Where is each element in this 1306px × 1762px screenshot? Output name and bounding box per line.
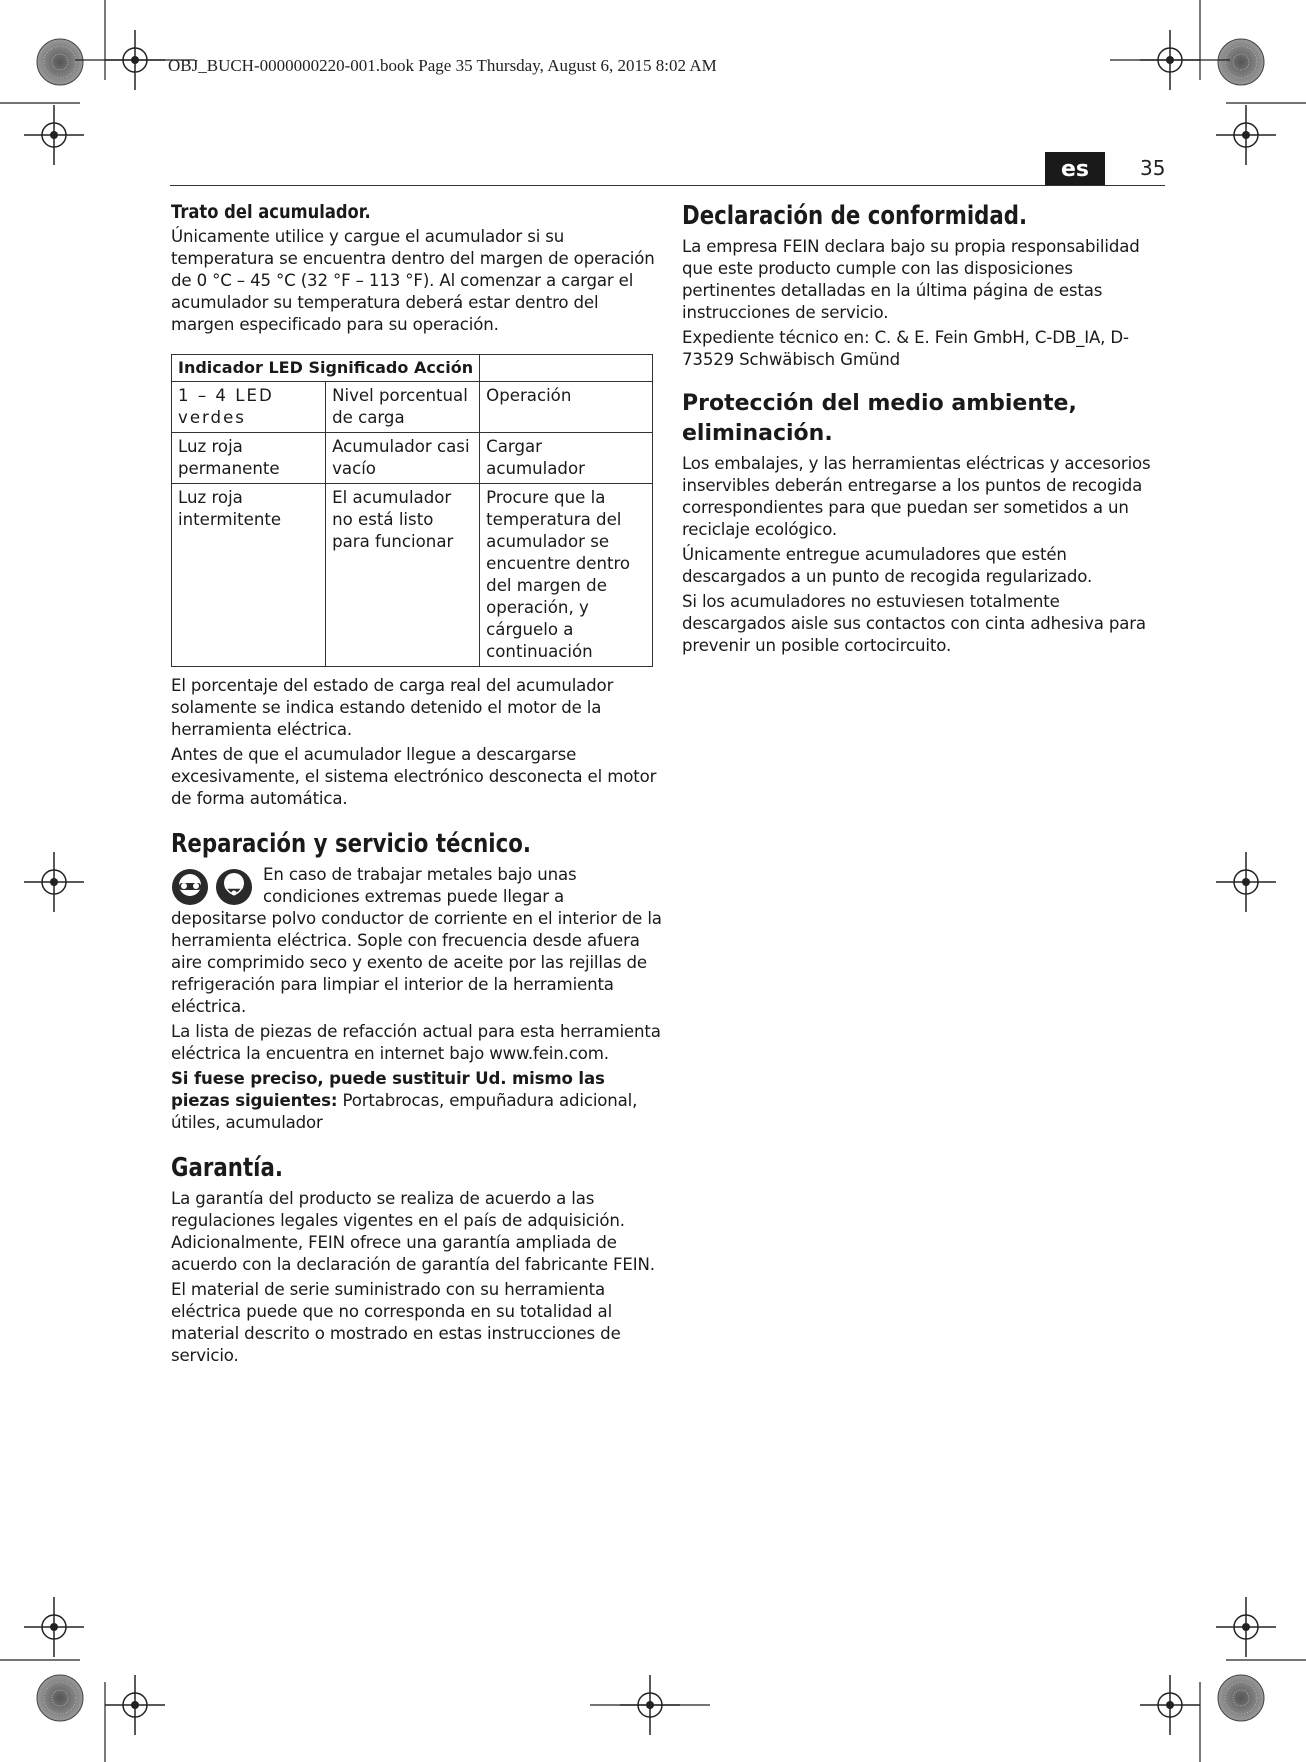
warranty-heading: Garantía.	[171, 1153, 283, 1183]
environment-paragraph-3: Si los acumuladores no estuviesen totalmente descargados aisle sus contactos con cinta adhesiva para prevenir un posible cortocircuito.	[682, 592, 1146, 655]
page-number: 35	[1140, 156, 1166, 180]
right-column	[682, 200, 1167, 660]
table-cell: Acumulador casi vacío	[326, 433, 480, 484]
service-replaceable-parts: Portabrocas, empuñadura adicional, útiles, acumulador	[171, 1091, 638, 1132]
registration-mark-icon	[1218, 1675, 1264, 1721]
battery-heading: Trato del acumulador.	[171, 201, 371, 223]
warranty-paragraph-2: El material de serie suministrado con su herramienta eléctrica puede que no corresponda en su totalidad al material descrito o mostrado en estas instrucciones de servicio.	[171, 1280, 621, 1365]
table-cell: 1 – 4 LED verdes	[172, 382, 326, 433]
registration-mark-icon	[1218, 39, 1264, 85]
battery-paragraph-3: Antes de que el acumulador llegue a descargarse excesivamente, el sistema electrónico desconecta el motor de forma automática.	[171, 745, 657, 808]
service-paragraph-2: La lista de piezas de refacción actual para esta herramienta eléctrica la encuentra en internet bajo www.fein.com.	[171, 1022, 661, 1063]
table-row	[172, 382, 653, 433]
led-table	[171, 354, 653, 667]
language-badge: es	[1045, 152, 1105, 186]
conformity-paragraph-2: Expediente técnico en: C. & E. Fein GmbH, C-DB_IA, D-73529 Schwäbisch Gmünd	[682, 328, 1129, 369]
service-replaceable-label: Si fuese preciso, puede sustituir Ud. mismo las piezas siguientes:	[171, 1069, 605, 1110]
environment-paragraph-1: Los embalajes, y las herramientas eléctricas y accesorios inservibles deberán entregarse a los puntos de recogida correspondientes para que puedan ser sometidos a un reciclaje ecológico.	[682, 454, 1151, 539]
table-cell: Luz roja permanente	[172, 433, 326, 484]
goggles-icon	[171, 868, 209, 906]
table-cell: Luz roja intermitente	[172, 484, 326, 667]
registration-mark-icon	[37, 39, 83, 85]
left-column	[171, 200, 664, 1370]
warranty-paragraph-1: La garantía del producto se realiza de acuerdo a las regulaciones legales vigentes en el país de adquisición. Adicionalmente, FEIN ofrece una garantía ampliada de acuerdo con la declaración de garantía del fabricante FEIN.	[171, 1189, 655, 1274]
environment-heading: Protección del medio ambiente, eliminación.	[682, 391, 1077, 446]
table-cell: Operación	[480, 382, 653, 433]
table-row	[172, 484, 653, 667]
safety-icons	[171, 868, 253, 906]
table-cell: Procure que la temperatura del acumulador se encuentre dentro del margen de operación, y cárguelo a continuación	[480, 484, 653, 667]
service-paragraph-3	[171, 1068, 664, 1134]
table-cell: El acumulador no está listo para funcionar	[326, 484, 480, 667]
registration-mark-icon	[37, 1675, 83, 1721]
table-header: Indicador LED Significado Acción	[172, 355, 480, 382]
dust-mask-icon	[215, 868, 253, 906]
table-header-row	[172, 355, 653, 382]
battery-paragraph-2: El porcentaje del estado de carga real del acumulador solamente se indica estando detenido el motor de la herramienta eléctrica.	[171, 676, 614, 739]
header-rule	[170, 185, 1165, 186]
environment-paragraph-2: Únicamente entregue acumuladores que estén descargados a un punto de recogida regularizado.	[682, 545, 1093, 586]
table-cell: Cargar acumulador	[480, 433, 653, 484]
table-header-empty	[480, 355, 653, 382]
conformity-paragraph-1: La empresa FEIN declara bajo su propia responsabilidad que este producto cumple con las disposiciones pertinentes detalladas en la última página de estas instrucciones de servicio.	[682, 237, 1140, 322]
conformity-heading: Declaración de conformidad.	[682, 201, 1028, 231]
table-row	[172, 433, 653, 484]
service-paragraph-1: En caso de trabajar metales bajo unas condiciones extremas puede llegar a depositarse polvo conductor de corriente en el interior de la herramienta eléctrica. Sople con frecuencia desde afuera aire comprimido seco y exento de aceite por las rejillas de refrigeración para limpiar el interior de la herramienta eléctrica.	[171, 865, 662, 1016]
battery-paragraph-1: Únicamente utilice y cargue el acumulador si su temperatura se encuentra dentro del margen de operación de 0 °C – 45 °C (32 °F – 113 °F). Al comenzar a cargar el acumulador su temperatura deberá estar dentro del margen especificado para su operación.	[171, 227, 655, 334]
print-header: OBJ_BUCH-0000000220-001.book Page 35 Thursday, August 6, 2015 8:02 AM	[168, 56, 717, 75]
service-heading: Reparación y servicio técnico.	[171, 829, 531, 859]
table-cell: Nivel porcentual de carga	[326, 382, 480, 433]
